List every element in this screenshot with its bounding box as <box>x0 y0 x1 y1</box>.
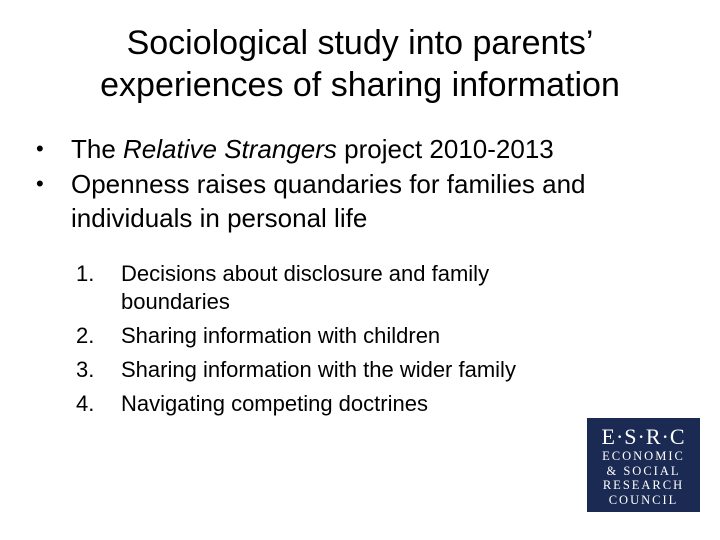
numbered-list <box>76 260 636 424</box>
bullet-text-before: The <box>71 134 124 164</box>
logo-line-social: & SOCIAL <box>606 463 681 478</box>
item-line-1: Sharing information with the wider family <box>121 357 516 382</box>
numbered-item-4 <box>76 390 636 418</box>
item-line-1: Sharing information with children <box>121 323 441 348</box>
bullet-item-openness <box>36 167 666 235</box>
item-number: 1. <box>76 261 95 286</box>
bullet-marker: • <box>36 171 44 196</box>
logo-line-council: COUNCIL <box>608 492 679 507</box>
bullet-marker: • <box>36 136 44 161</box>
esrc-logo <box>587 418 700 512</box>
bullet-item-project <box>36 132 666 166</box>
slide-title <box>40 22 680 106</box>
item-line-2: boundaries <box>121 289 230 314</box>
bullet-list <box>36 132 666 236</box>
logo-line-economic: ECONOMIC <box>602 449 685 463</box>
item-number: 2. <box>76 323 95 348</box>
slide-title-line-1: Sociological study into parents’ <box>126 24 594 62</box>
logo-line-research: RESEARCH <box>602 478 685 492</box>
numbered-item-2 <box>76 322 636 350</box>
bullet-text-after: project 2010-2013 <box>336 134 554 164</box>
numbered-item-1 <box>76 260 636 316</box>
bullet-text-italic: Relative Strangers <box>123 134 337 164</box>
bullet-line-2: individuals in personal life <box>71 203 368 233</box>
item-line-1: Decisions about disclosure and family <box>121 261 490 286</box>
slide-title-line-2: experiences of sharing information <box>100 66 620 104</box>
logo-initials: E·S·R·C <box>601 424 686 449</box>
item-number: 3. <box>76 357 95 382</box>
item-number: 4. <box>76 391 95 416</box>
bullet-line-1: Openness raises quandaries for families and <box>71 169 586 199</box>
numbered-item-3 <box>76 356 636 384</box>
item-line-1: Navigating competing doctrines <box>121 391 428 416</box>
